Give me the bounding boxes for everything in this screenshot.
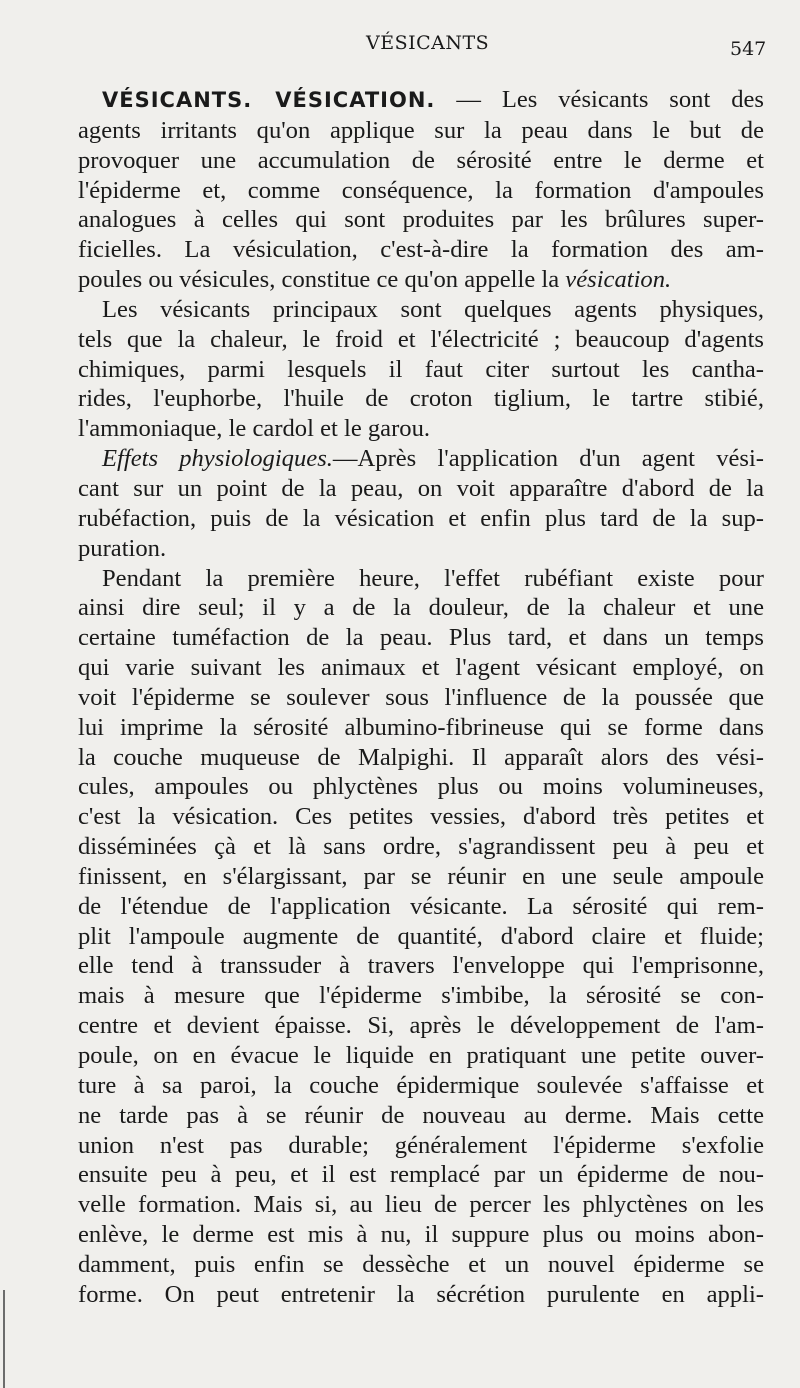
text-line: ainsi dire seul; il y a de la douleur, de la chaleur et une [78, 594, 764, 622]
running-head [0, 30, 800, 60]
text-line: de l'étendue de l'application vésicante. La sérosité qui rem- [78, 892, 764, 920]
text-line: ficielles. La vésiculation, c'est-à-dire la formation des am- [78, 236, 764, 264]
text-line [78, 85, 764, 116]
text-line: forme. On peut entretenir la sécrétion purulente en appli- [78, 1280, 764, 1308]
article-body [78, 85, 764, 1310]
text-line: Les vésicants principaux sont quelques agents physiques, [102, 295, 764, 323]
italic-term: vésication. [565, 266, 672, 294]
text-line: disséminées çà et là sans ordre, s'agrandissent peu à peu et [78, 833, 764, 861]
text-line: provoquer une accumulation de sérosité entre le derme et [78, 146, 764, 174]
text-line [78, 444, 764, 474]
text-line: analogues à celles qui sont produites par les brûlures super- [78, 206, 764, 234]
paragraph-effects [78, 444, 764, 563]
text-line: ensuite peu à peu, et il est remplacé par un épiderme de nou- [78, 1161, 764, 1189]
text-line: c'est la vésication. Ces petites vessies, d'abord très petites et [78, 803, 764, 831]
text-line: rubéfaction, puis de la vésication et enfin plus tard de la sup- [78, 504, 764, 532]
paragraph-process [78, 564, 764, 1310]
heading-dash: — [456, 86, 481, 113]
text-line: damment, puis enfin se dessèche et un nouvel épiderme se [78, 1250, 764, 1278]
line-text: poules ou vésicules, constitue ce qu'on appelle la [78, 266, 560, 294]
text-line: centre et devient épaisse. Si, après le développement de l'am- [78, 1012, 764, 1040]
text-line: la couche muqueuse de Malpighi. Il apparaît alors des vési- [78, 743, 764, 771]
text-line: cules, ampoules ou phlyctènes plus ou moins volumineuses, [78, 773, 764, 801]
line-text: Les vésicants sont des [501, 86, 765, 113]
binding-edge-mark [3, 1290, 5, 1388]
text-line: voit l'épiderme se soulever sous l'influence de la poussée que [78, 683, 764, 711]
text-line: l'ammoniaque, le cardol et le garou. [78, 415, 431, 443]
text-line: plit l'ampoule augmente de quantité, d'abord claire et fluide; [78, 922, 764, 950]
section-subheading: Effets physiologiques. [102, 445, 333, 473]
text-line: finissent, en s'élargissant, par se réunir en une seule ampoule [78, 862, 764, 890]
text-line: agents irritants qu'on applique sur la peau dans le but de [78, 116, 764, 144]
text-line: Pendant la première heure, l'effet rubéfiant existe pour [102, 564, 764, 592]
text-line [78, 265, 764, 295]
text-line: velle formation. Mais si, au lieu de percer les phlyctènes on les [78, 1191, 764, 1219]
text-line: mais à mesure que l'épiderme s'imbibe, la sérosité se con- [78, 982, 764, 1010]
text-line: qui varie suivant les animaux et l'agent vésicant employé, on [78, 654, 764, 682]
text-line: poule, on en évacue le liquide en pratiquant une petite ouver- [78, 1042, 764, 1069]
article-heading: VÉSICANTS. VÉSICATION. [102, 88, 436, 112]
text-line: cant sur un point de la peau, on voit apparaître d'abord de la [78, 474, 764, 502]
text-line: enlève, le derme est mis à nu, il suppure plus ou moins abon- [78, 1221, 764, 1249]
text-line: union n'est pas durable; généralement l'épiderme s'exfolie [78, 1131, 764, 1159]
text-line: tels que la chaleur, le froid et l'électricité ; beaucoup d'agents [78, 325, 764, 353]
paragraph-definition [78, 85, 764, 295]
text-line: elle tend à transsuder à travers l'enveloppe qui l'emprisonne, [78, 952, 764, 980]
text-line: ture à sa paroi, la couche épidermique soulevée s'affaisse et [78, 1071, 764, 1099]
running-title: VÉSICANTS [366, 32, 490, 54]
text-line: lui imprime la sérosité albumino-fibrineuse qui se forme dans [78, 713, 764, 741]
text-line: ne tarde pas à se réunir de nouveau au derme. Mais cette [78, 1101, 764, 1129]
line-text: —Après l'application d'un agent vési- [332, 445, 764, 473]
text-line: puration. [78, 534, 167, 562]
paragraph-agents [78, 295, 764, 444]
page-number: 547 [730, 38, 767, 60]
text-line: rides, l'euphorbe, l'huile de croton tiglium, le tartre stibié, [78, 385, 764, 413]
text-line: l'épiderme et, comme conséquence, la formation d'ampoules [78, 176, 764, 204]
text-line: certaine tuméfaction de la peau. Plus tard, et dans un temps [78, 624, 764, 652]
text-line: chimiques, parmi lesquels il faut citer surtout les cantha- [78, 355, 764, 383]
